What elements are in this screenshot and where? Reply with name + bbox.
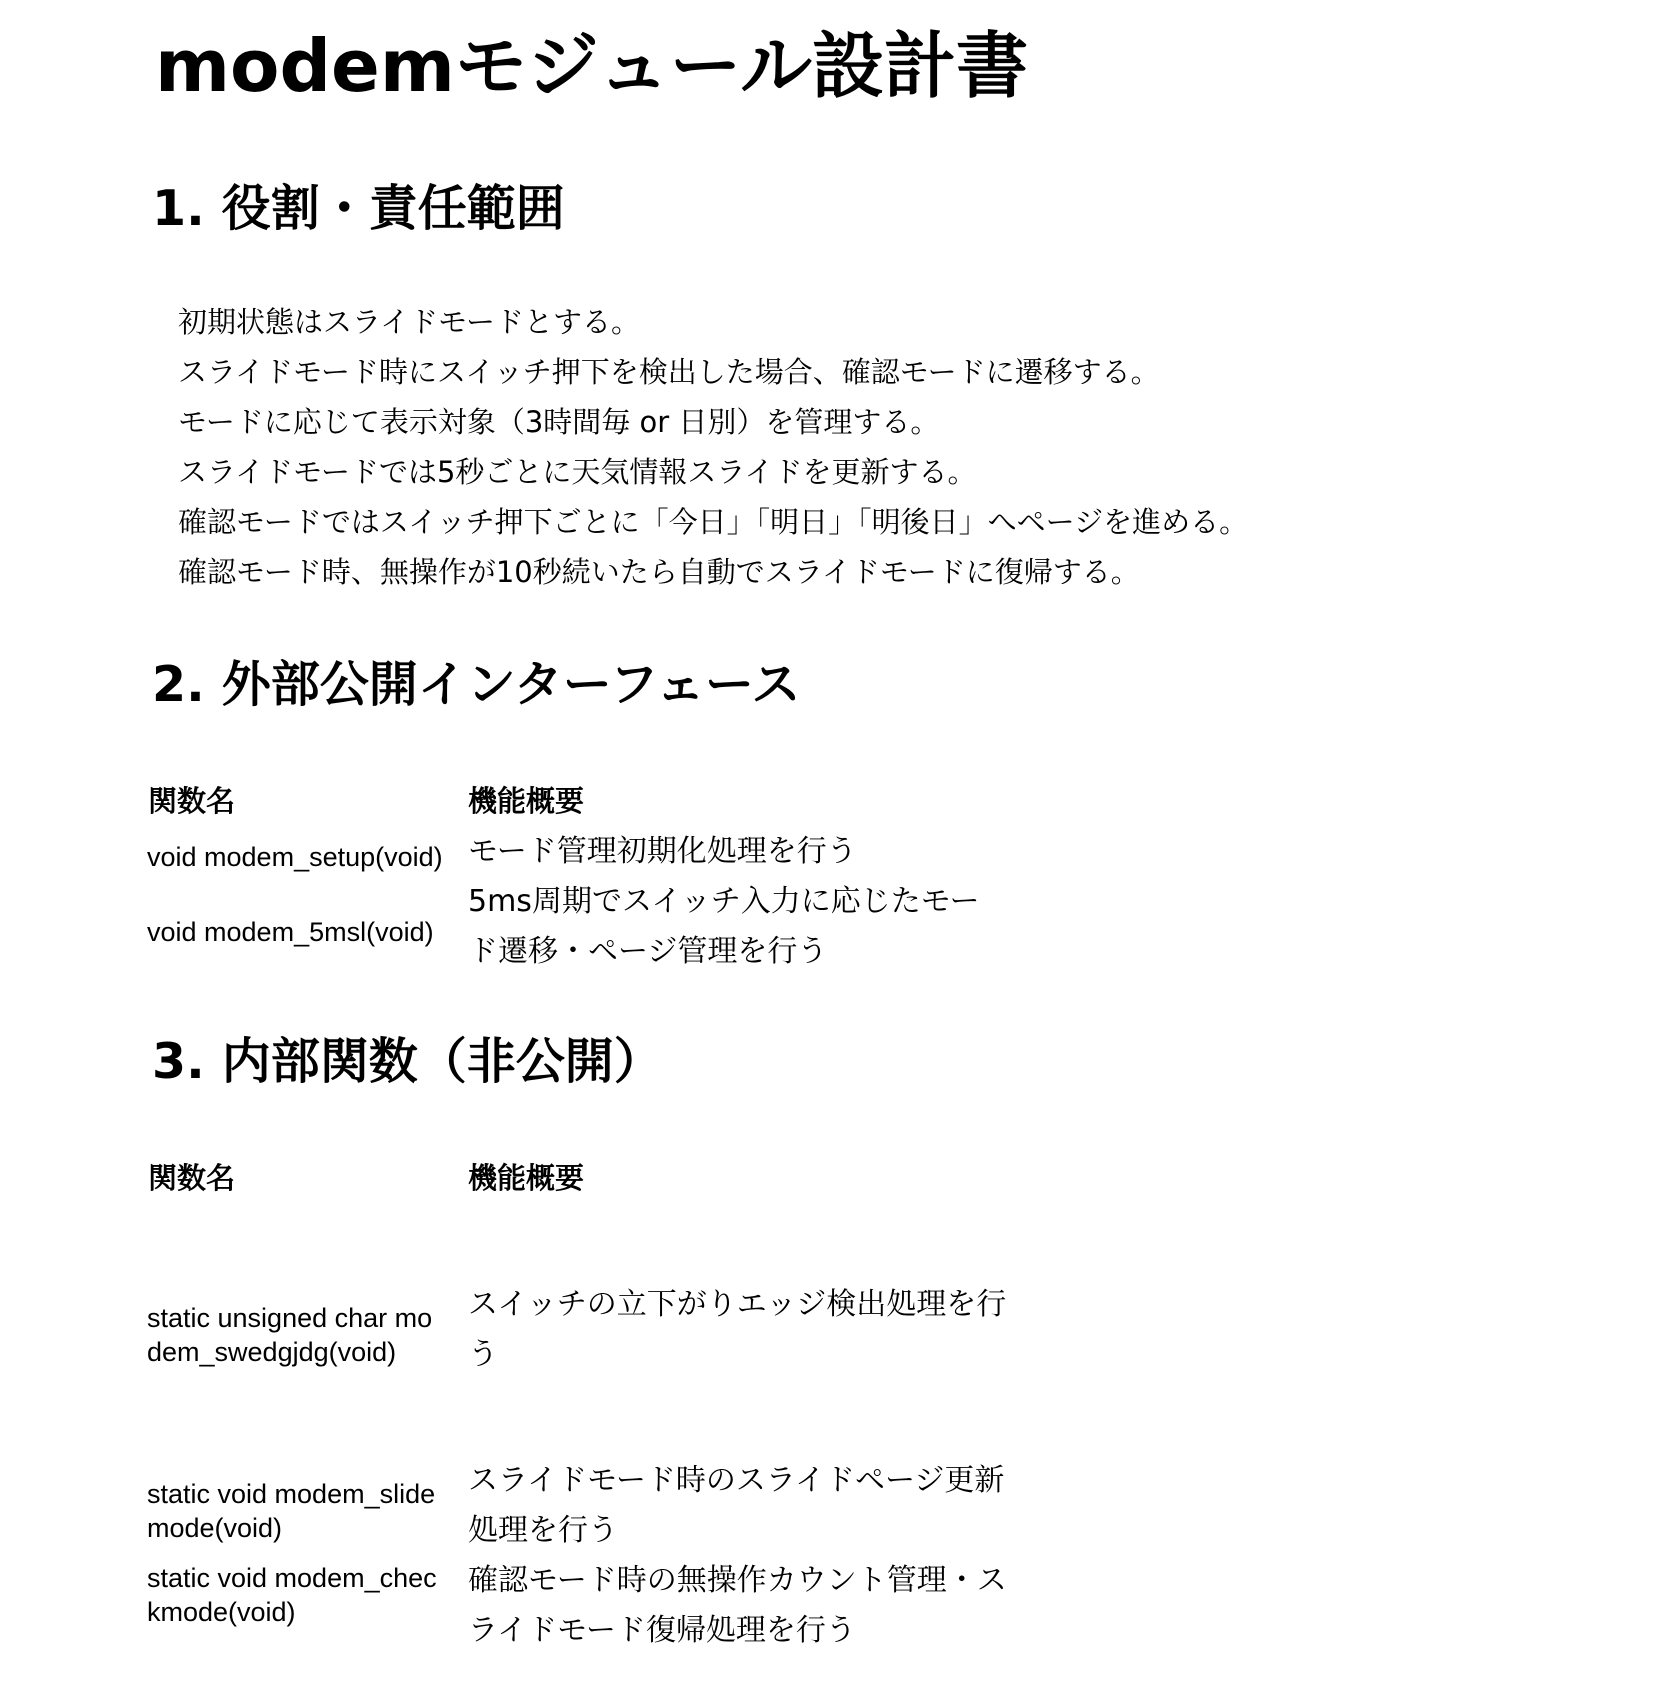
role-paragraph: スライドモード時にスイッチ押下を検出した場合、確認モードに遷移する。 [178,355,1160,389]
function-name-cell: static void modem_checkmode(void) [147,1563,437,1627]
document-title: modemモジュール設計書 [155,24,1029,108]
function-summary-cell: スライドモード時のスライドページ更新処理を行う [468,1463,1005,1548]
function-name-cell: static void modem_slidemode(void) [147,1479,436,1543]
role-paragraph: 初期状態はスライドモードとする。 [178,305,640,339]
role-paragraph: モードに応じて表示対象（3時間毎 or 日別）を管理する。 [178,405,940,439]
function-summary-cell: モード管理初期化処理を行う [468,834,857,869]
function-name-cell: void modem_setup(void) [147,842,443,872]
function-name-cell: static unsigned char modem_swedgjdg(void) [147,1303,433,1367]
role-paragraph: 確認モード時、無操作が10秒続いたら自動でスライドモードに復帰する。 [178,555,1140,589]
column-header-summary: 機能概要 [468,784,585,818]
section-heading-internal-functions: 3. 内部関数（非公開） [152,1033,663,1090]
function-name-cell: void modem_5msl(void) [147,917,434,947]
role-paragraph: スライドモードでは5秒ごとに天気情報スライドを更新する。 [178,455,977,489]
section-heading-public-interface: 2. 外部公開インターフェース [152,656,801,713]
function-summary-cell: 5ms周期でスイッチ入力に応じたモード遷移・ページ管理を行う [468,884,980,969]
column-header-function-name: 関数名 [148,784,236,818]
function-summary-cell: 確認モード時の無操作カウント管理・スライドモード復帰処理を行う [468,1563,1007,1648]
column-header-function-name: 関数名 [148,1161,236,1195]
role-paragraph: 確認モードではスイッチ押下ごとに「今日」「明日」「明後日」へページを進める。 [178,505,1249,539]
section-heading-role: 1. 役割・責任範囲 [152,180,565,237]
function-summary-cell: スイッチの立下がりエッジ検出処理を行う [468,1287,1007,1372]
column-header-summary: 機能概要 [468,1161,585,1195]
role-paragraph-list [178,297,1248,597]
